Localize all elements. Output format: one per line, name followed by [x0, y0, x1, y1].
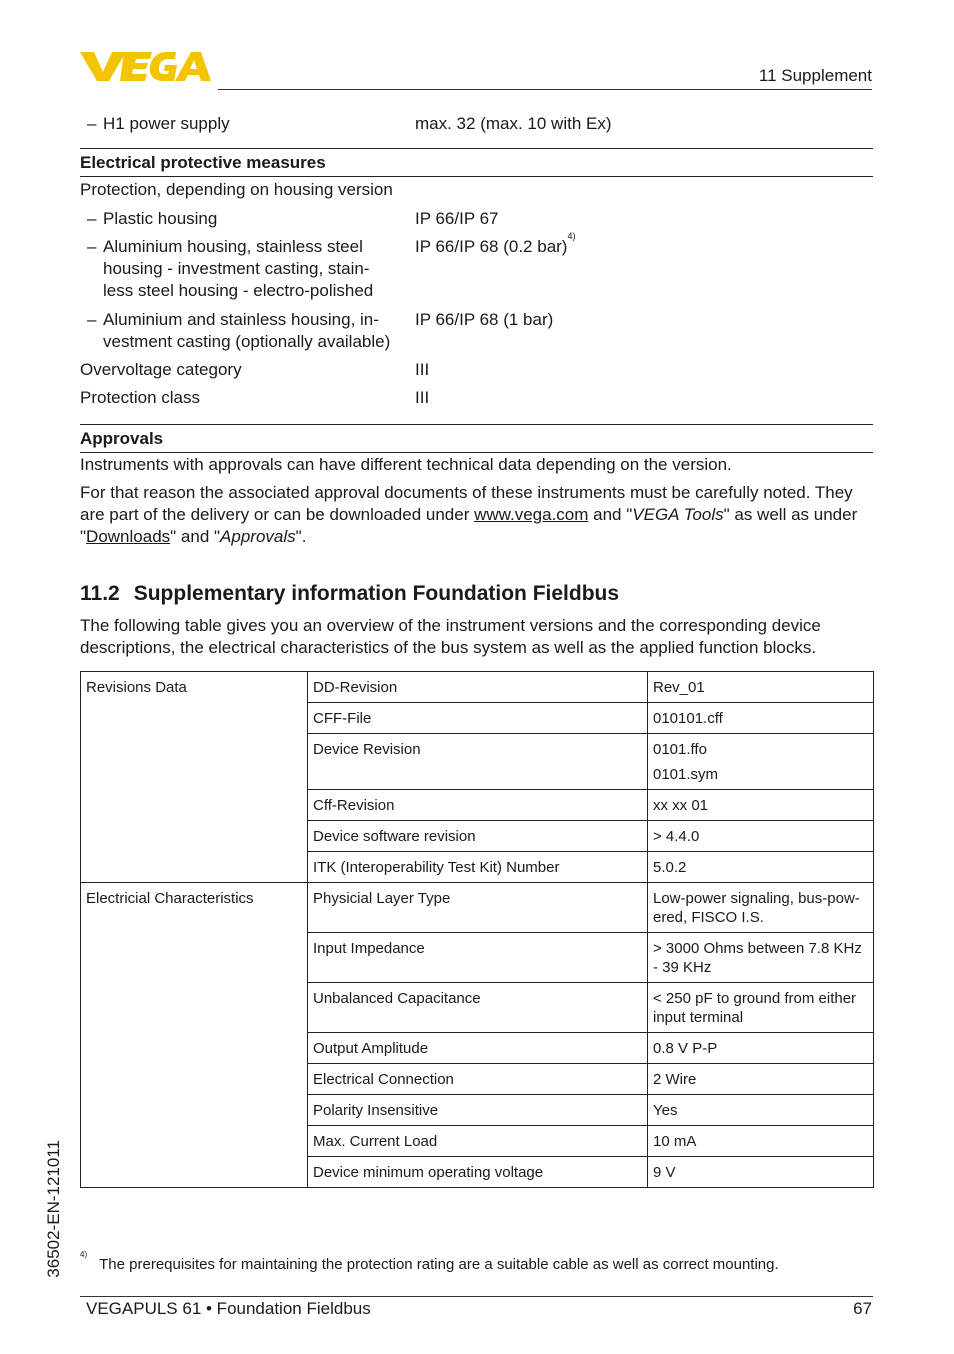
spec-label: – Aluminium and stainless housing, in-vestment casting (optionally available) [87, 309, 408, 353]
spec-label: – Plastic housing [87, 208, 403, 230]
spec-value: III [415, 388, 430, 407]
approvals-paragraph-1: Instruments with approvals can have different technical data depending on the version. [80, 455, 732, 474]
table-cell: 9 V [648, 1157, 874, 1188]
table-cell: DD-Revision [308, 672, 648, 703]
table-cell: 5.0.2 [648, 852, 874, 883]
electrical-protective-heading: Electrical protective measures [80, 148, 873, 177]
section-intro: The following table gives you an overview of the instrument versions and the corresponding device descriptions, the electrical characteristics of the bus system as well as the applied function blocks. [80, 616, 821, 657]
footnote-mark: 4) [80, 1250, 88, 1259]
footnote: $^{4)}$The prerequisites for maintaining the protection rating are a suitable cable as well as correct mounting. [80, 1250, 779, 1273]
table-cell: Device software revision [308, 821, 648, 852]
table-row [81, 883, 874, 933]
section-heading: 11.2 Supplementary information Foundation Fieldbus [80, 582, 620, 605]
table-cell: Input Impedance [308, 933, 648, 983]
table-cell: Max. Current Load [308, 1126, 648, 1157]
spec-value: IP 66/IP 68 (1 bar) [415, 310, 554, 329]
footer-rule [80, 1296, 873, 1297]
table-cell: ITK (Interoperability Test Kit) Number [308, 852, 648, 883]
table-cell: Device minimum operating voltage [308, 1157, 648, 1188]
spec-label: – Aluminium housing, stainless steel housing - investment casting, stain-less steel housing - electro-polished [87, 236, 393, 302]
table-cell: Physicial Layer Type [308, 883, 648, 933]
spec-label: Protection class [80, 388, 200, 407]
downloads-link[interactable]: Downloads [86, 527, 171, 546]
header-rule [218, 89, 872, 90]
table-cell: 10 mA [648, 1126, 874, 1157]
group-cell: Revisions Data [81, 672, 308, 883]
table-cell: 0.8 V P-P [648, 1033, 874, 1064]
footer-product: VEGAPULS 61 • Foundation Fieldbus [86, 1299, 371, 1318]
table-cell: > 3000 Ohms between 7.8 KHz - 39 KHz [648, 933, 874, 983]
table-cell: 2 Wire [648, 1064, 874, 1095]
table-cell: > 4.4.0 [648, 821, 874, 852]
table-cell: Electrical Connection [308, 1064, 648, 1095]
table-cell: CFF-File [308, 703, 648, 734]
spec-value: III [415, 360, 430, 379]
spec-value: IP 66/IP 68 (0.2 bar)$^{4)}$ [415, 231, 576, 256]
table-cell: Polarity Insensitive [308, 1095, 648, 1126]
spec-label: Protection, depending on housing version [80, 180, 393, 199]
table-cell: Rev_01 [648, 672, 874, 703]
page-number: 67 [853, 1299, 872, 1318]
spec-label: Overvoltage category [80, 360, 242, 379]
footnote-ref: 4) [567, 231, 576, 242]
table-cell: Unbalanced Capacitance [308, 983, 648, 1033]
spec-value: IP 66/IP 67 [415, 209, 499, 228]
table-cell: Cff-Revision [308, 790, 648, 821]
table-cell: < 250 pF to ground from either input terminal [648, 983, 874, 1033]
fieldbus-info-table [80, 671, 874, 1188]
table-cell: 0101.ffo 0101.sym [648, 734, 874, 790]
table-cell: 010101.cff [648, 703, 874, 734]
vega-website-link[interactable]: www.vega.com [474, 505, 589, 524]
table-cell: Yes [648, 1095, 874, 1126]
vega-logo [80, 48, 212, 84]
spec-value: max. 32 (max. 10 with Ex) [415, 114, 612, 133]
table-cell: Low-power signaling, bus-pow-ered, FISCO I.S. [648, 883, 874, 933]
table-row [81, 672, 874, 703]
document-id: 36502-EN-121011 [44, 1140, 63, 1278]
approvals-paragraph-2: For that reason the associated approval documents of these instruments must be carefully noted. They are part of the delivery or can be downloaded under www.vega.com and "VEGA Tools" as well as under "Downloads" and "Approvals". [80, 483, 858, 546]
running-section-title: 11 Supplement [758, 66, 872, 85]
approvals-heading: Approvals [80, 424, 873, 453]
table-cell: xx xx 01 [648, 790, 874, 821]
spec-label: – H1 power supply [87, 113, 403, 135]
table-cell: Output Amplitude [308, 1033, 648, 1064]
group-cell: Electricial Characteristics [81, 883, 308, 1188]
table-cell: Device Revision [308, 734, 648, 790]
